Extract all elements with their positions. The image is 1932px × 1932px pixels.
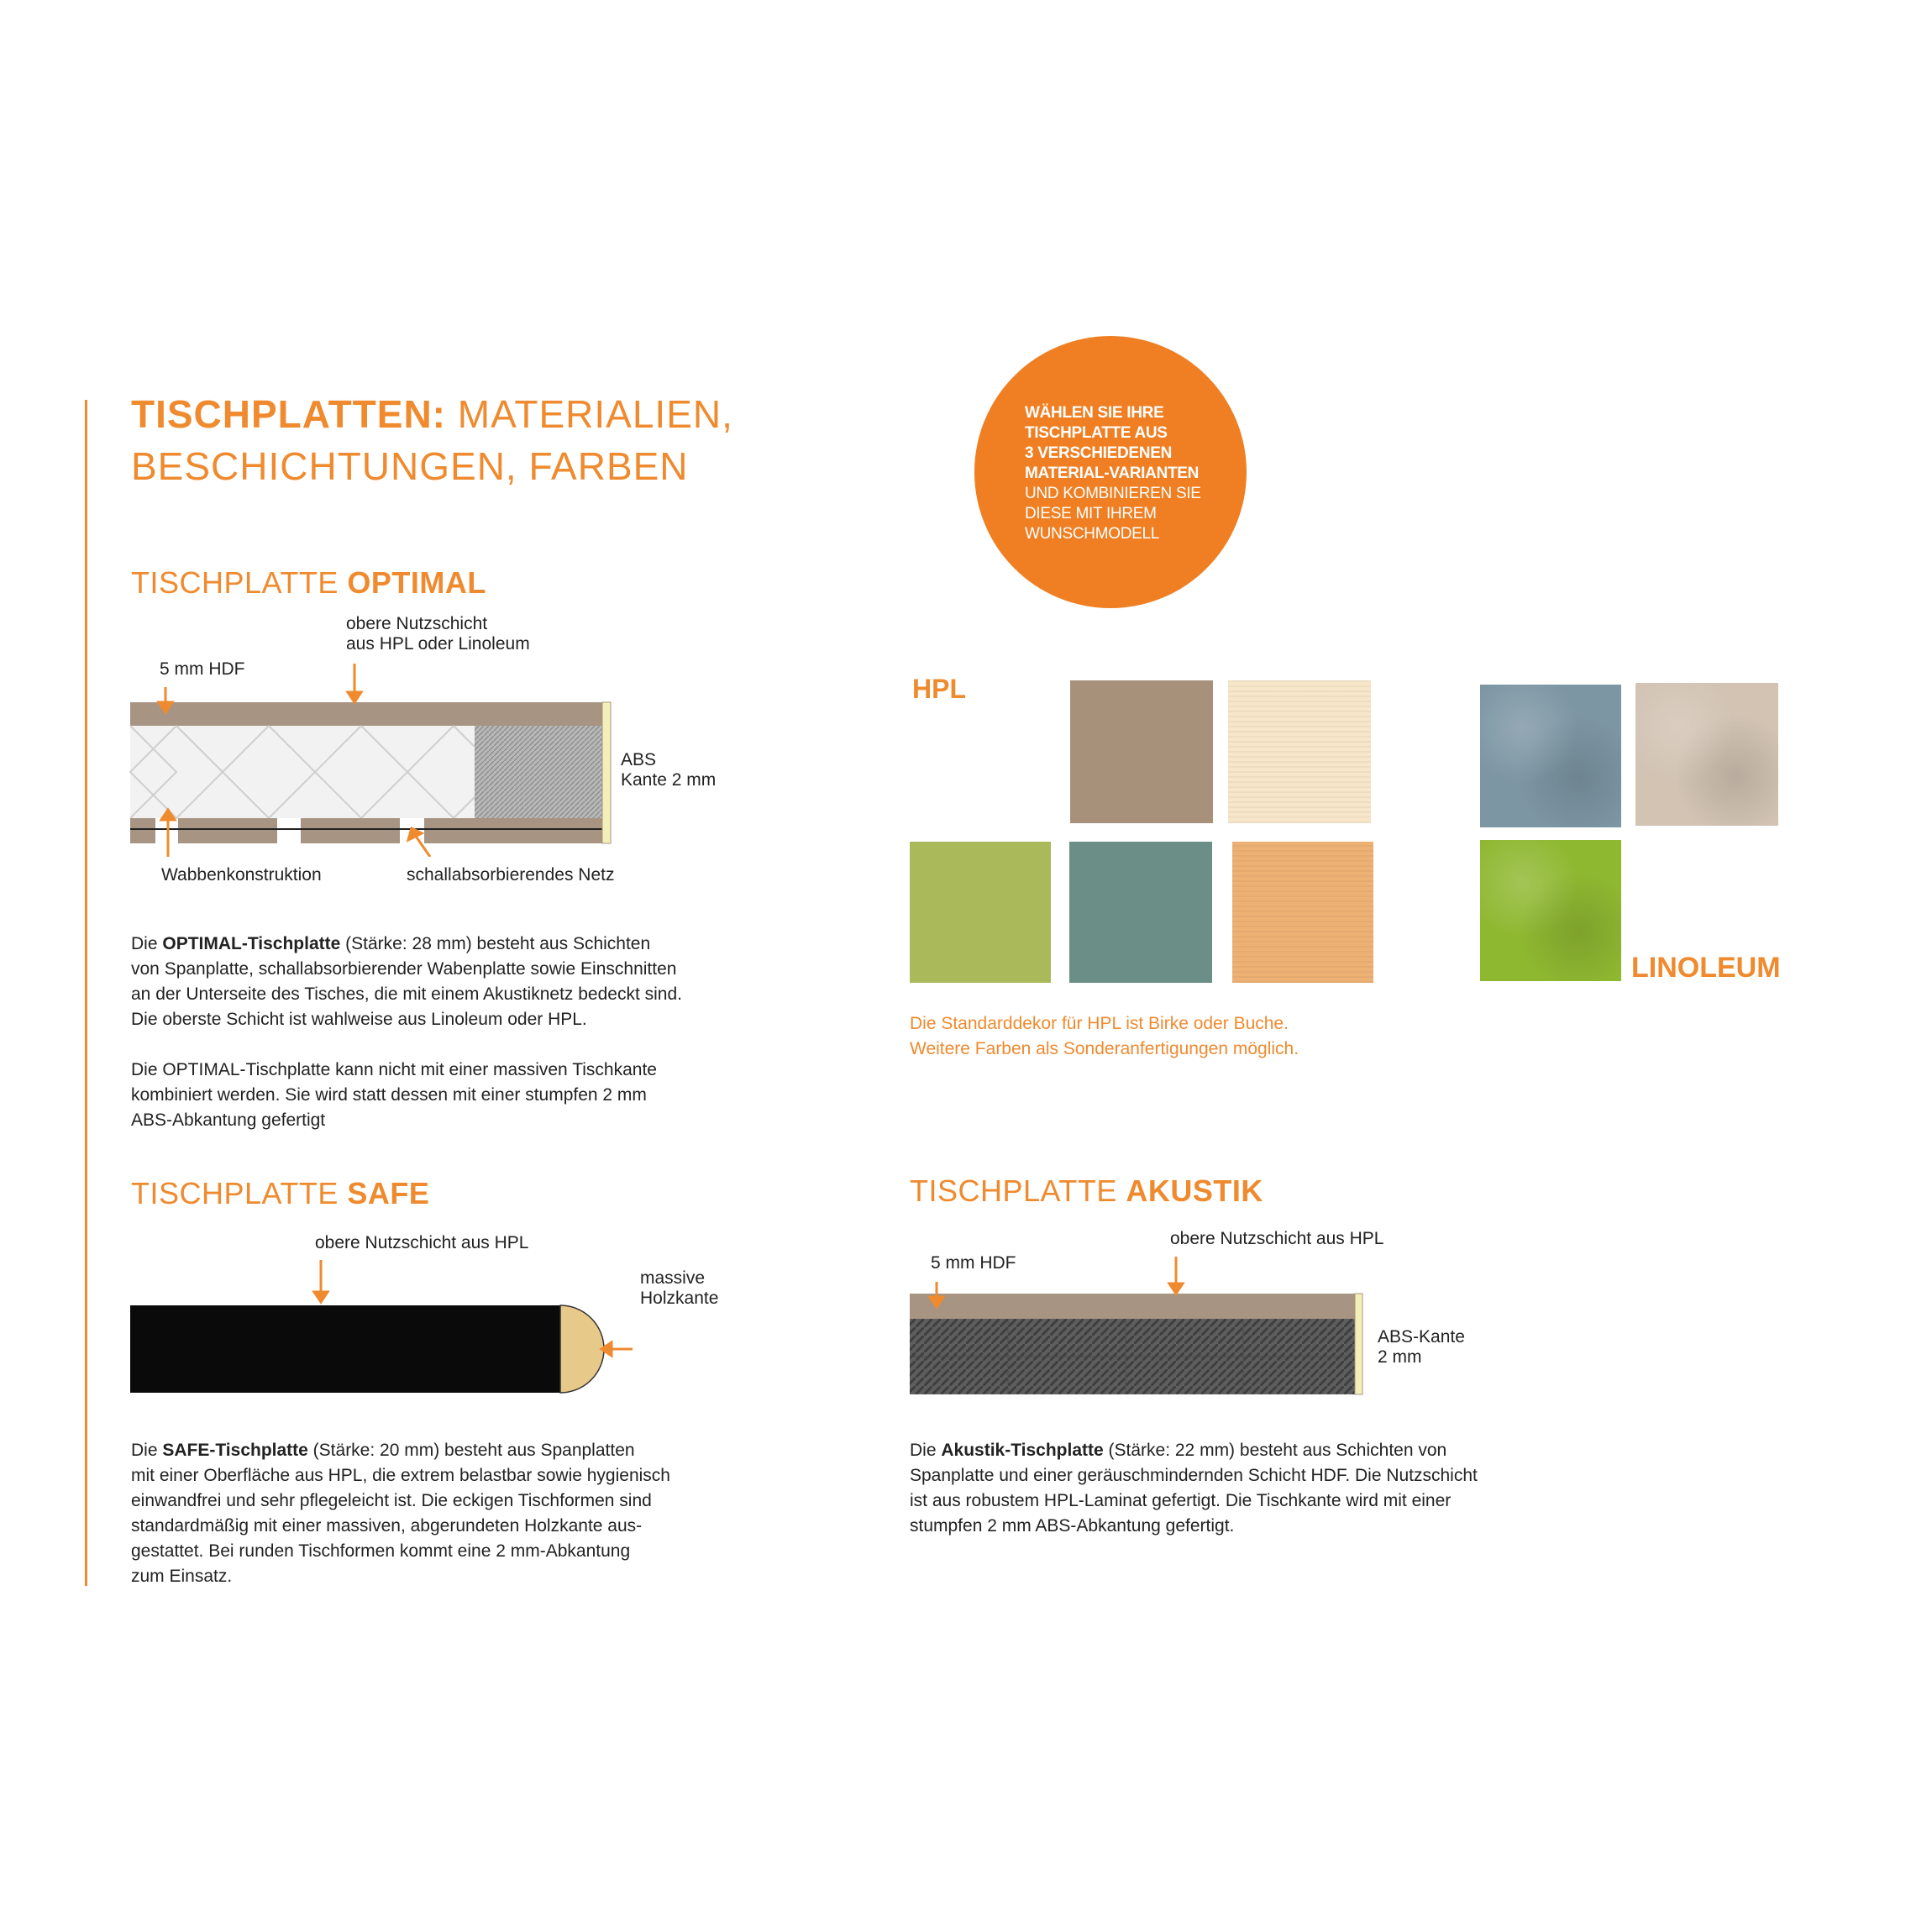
swatch-hpl-green[interactable]	[910, 842, 1051, 983]
safe-cross-section-diagram	[126, 1252, 647, 1403]
label-hdf-akustik: 5 mm HDF	[931, 1253, 1016, 1273]
material-note: Die Standarddekor für HPL ist Birke oder Buche. Weitere Farben als Sonderanfertigungen möglich.	[910, 1014, 1299, 1058]
badge-line: DIESE MIT IHREM	[1025, 505, 1157, 522]
safe-description: Die SAFE-Tischplatte (Stärke: 20 mm) besteht aus Spanplatten mit einer Oberfläche aus HPL, die extrem belastbar sowie hygienisch einwandfrei und sehr pflegeleicht ist. Die eckigen Tischformen sind standardmäßig mit einer massiven, abgerundeten Holzkante aus- gestattet. Bei runden Tischformen kommt eine 2 mm-Abkantung zum Einsatz.	[131, 1441, 670, 1586]
bottom-segment	[178, 818, 277, 843]
badge-line: TISCHPLATTE AUS	[1025, 424, 1168, 442]
optimal-description-p1: Die OPTIMAL-Tischplatte (Stärke: 28 mm) besteht aus Schichten von Spanplatte, schallabsorbierender Wabenplatte sowie Einschnitten an der Unterseite des Tisches, die mit einem Akustiknetz bedeckt sind. Die oberste Schicht ist wahlweise aus Linoleum oder HPL.	[131, 934, 682, 1029]
optimal-description-p2: Die OPTIMAL-Tischplatte kann nicht mit einer massiven Tischkante kombiniert werden. Sie wird statt dessen mit einer stumpfen 2 mm ABS-Abkantung gefertigt	[131, 1060, 657, 1130]
hpl-top-layer-akustik	[910, 1294, 1355, 1319]
abs-edge	[602, 702, 611, 843]
badge-line: 3 VERSCHIEDENEN	[1025, 444, 1172, 462]
safe-board-body	[130, 1305, 560, 1393]
swatch-hpl-birch[interactable]	[1228, 680, 1371, 823]
swatch-linoleum-green[interactable]	[1480, 840, 1621, 981]
bottom-segment	[301, 818, 400, 843]
abs-edge-akustik	[1355, 1294, 1362, 1394]
akustik-cross-section-diagram	[907, 1252, 1378, 1403]
bottom-segment	[424, 818, 602, 843]
label-wood-edge: massive Holzkante	[640, 1268, 719, 1308]
swatch-hpl-beech[interactable]	[1232, 842, 1373, 983]
label-hdf: 5 mm HDF	[160, 659, 245, 679]
hpl-top-layer	[130, 702, 602, 726]
section-title-optimal: TISCHPLATTE OPTIMAL	[131, 565, 486, 600]
optimal-cross-section-diagram	[126, 655, 613, 857]
label-abs-edge-akustik: ABS-Kante 2 mm	[1378, 1327, 1465, 1367]
swatch-linoleum-blue[interactable]	[1480, 685, 1621, 827]
label-honeycomb: Wabbenkonstruktion	[161, 865, 322, 885]
label-top-layer-safe: obere Nutzschicht aus HPL	[315, 1233, 529, 1252]
akustik-description: Die Akustik-Tischplatte (Stärke: 22 mm) besteht aus Schichten von Spanplatte und einer geräuschmindernden Schicht HDF. Die Nutzschicht ist aus robustem HPL-Laminat gefertigt. Die Tischkante wird mit einer stumpfen 2 mm ABS-Abkantung gefertigt.	[910, 1441, 1478, 1536]
badge-line: MATERIAL-VARIANTEN	[1025, 465, 1200, 482]
label-top-layer-akustik: obere Nutzschicht aus HPL	[1170, 1229, 1384, 1248]
particle-board	[475, 726, 602, 818]
label-top-layer: obere Nutzschicht aus HPL oder Linoleum	[346, 614, 530, 654]
badge-line: UND KOMBINIEREN SIE	[1025, 485, 1201, 502]
label-acoustic-net: schallabsorbierendes Netz	[407, 865, 615, 885]
badge-line: WUNSCHMODELL	[1025, 525, 1160, 543]
wood-edge	[560, 1305, 604, 1393]
page-title: TISCHPLATTEN: MATERIALIEN, BESCHICHTUNGEN, FARBEN	[131, 392, 733, 488]
section-title-akustik: TISCHPLATTE AKUSTIK	[910, 1173, 1263, 1208]
info-badge	[974, 336, 1247, 608]
badge-line: WÄHLEN SIE IHRE	[1025, 404, 1164, 422]
accent-vertical-line	[85, 400, 87, 1586]
swatch-hpl-brown[interactable]	[1070, 680, 1213, 823]
label-abs-edge: ABS Kante 2 mm	[621, 750, 717, 790]
swatch-hpl-teal[interactable]	[1069, 842, 1212, 983]
section-title-safe: TISCHPLATTE SAFE	[131, 1176, 430, 1210]
honeycomb-core	[130, 726, 475, 818]
hpl-label: HPL	[912, 674, 966, 704]
swatch-linoleum-beige[interactable]	[1635, 683, 1778, 826]
linoleum-label: LINOLEUM	[1631, 952, 1781, 984]
bottom-segment	[130, 818, 155, 843]
